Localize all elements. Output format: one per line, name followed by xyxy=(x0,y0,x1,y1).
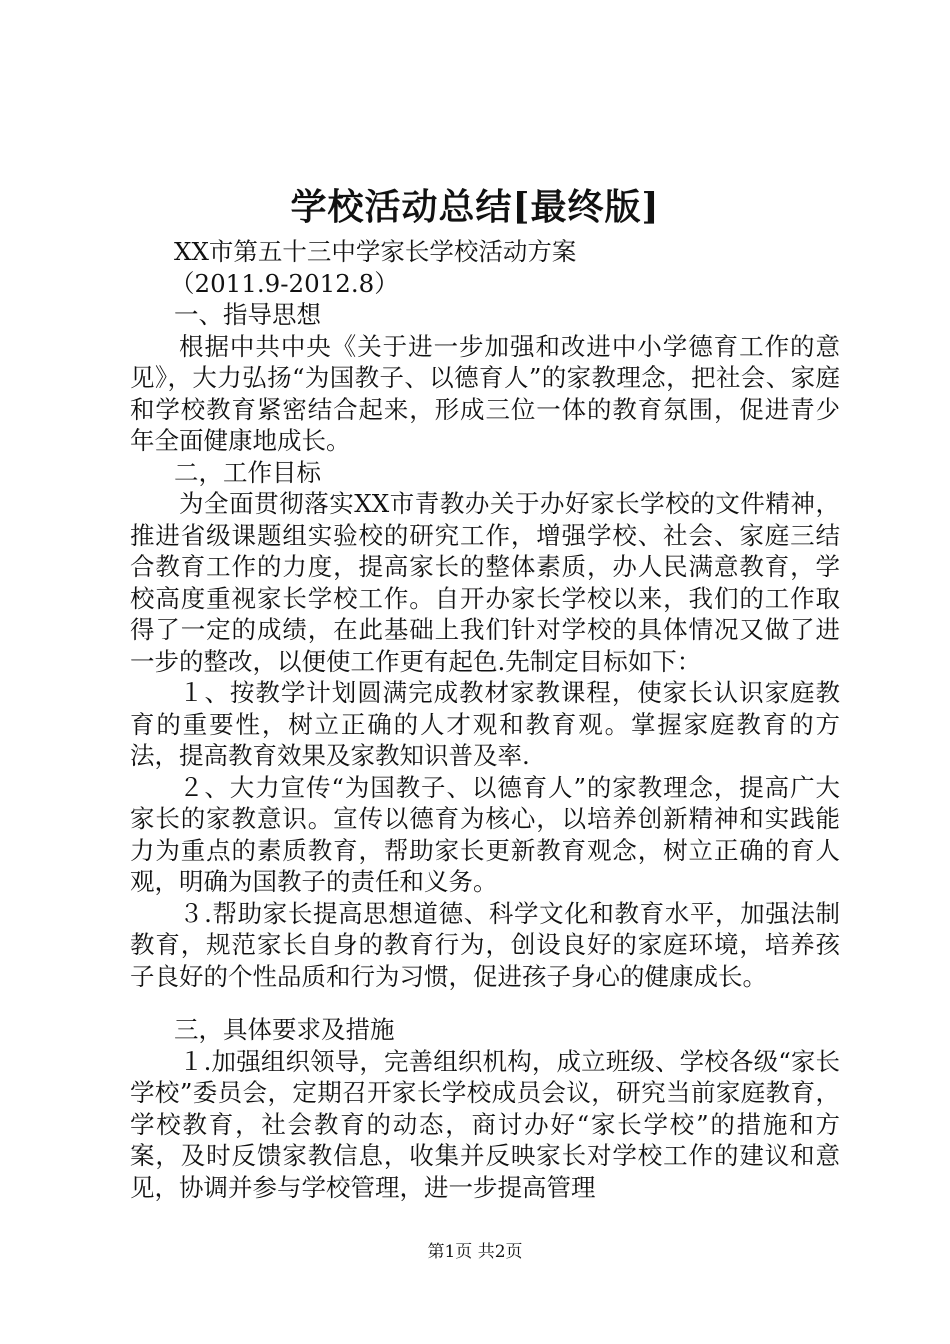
plan-subtitle: XX市第五十三中学家长学校活动方案 xyxy=(174,237,577,266)
goal-item-1: １、按教学计划圆满完成教材家教课程，使家长认识家庭教育的重要性，树立正确的人才观和教育观。掌握家庭教育的方法，提高教育效果及家教知识普及率. xyxy=(130,678,840,770)
plan-period: （2011.9-2012.8） xyxy=(170,268,399,298)
section3-heading: 三，具体要求及措施 xyxy=(174,1015,395,1044)
goal-item-3: ３.帮助家长提高思想道德、科学文化和教育水平，加强法制教育，规范家长自身的教育行为，创设良好的家庭环境，培养孩子良好的个性品质和行为习惯，促进孩子身心的健康成长。 xyxy=(130,898,840,991)
goal-item-2: ２、大力宣传“为国教子、以德育人”的家教理念，提高广大家长的家教意识。宣传以德育为核心，以培养创新精神和实践能力为重点的素质教育，帮助家长更新教育观念，树立正确的育人观，明确为国教子的责任和义务。 xyxy=(130,772,840,896)
measure-item-1: １.加强组织领导，完善组织机构，成立班级、学校各级“家长学校”委员会，定期召开家长学校成员会议，研究当前家庭教育，学校教育，社会教育的动态，商讨办好“家长学校”的措施和方案，及时反馈家教信息，收集并反映家长对学校工作的建议和意见，协调并参与学校管理，进一步提高管理 xyxy=(130,1046,840,1202)
section2-paragraph: 为全面贯彻落实XX市青教办关于办好家长学校的文件精神，推进省级课题组实验校的研究工作，增强学校、社会、家庭三结合教育工作的力度，提高家长的整体素质，办人民满意教育，学校高度重视家长学校工作。自开办家长学校以来，我们的工作取得了一定的成绩，在此基础上我们针对学校的具体情况又做了进一步的整改，以便使工作更有起色.先制定目标如下： xyxy=(130,489,840,676)
section2-heading: 二，工作目标 xyxy=(174,457,321,487)
document-body xyxy=(130,236,840,1203)
section1-heading: 一、指导思想 xyxy=(174,300,321,329)
document-title: 学校活动总结[最终版] xyxy=(290,186,660,228)
paragraph-spacer xyxy=(130,992,840,1014)
page-number: 第1页 共2页 xyxy=(427,1242,523,1262)
section1-paragraph: 根据中共中央《关于进一步加强和改进中小学德育工作的意见》，大力弘扬“为国教子、以德育人”的家教理念，把社会、家庭和学校教育紧密结合起来，形成三位一体的教育氛围，促进青少年全面健康地成长。 xyxy=(130,331,840,455)
